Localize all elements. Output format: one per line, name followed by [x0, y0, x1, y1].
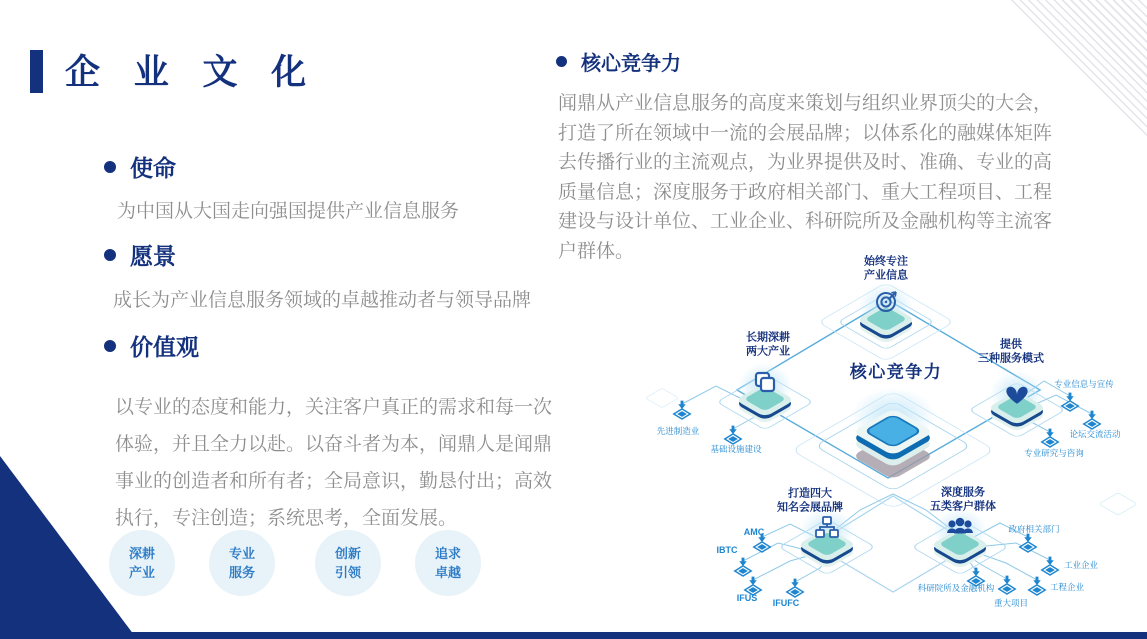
leaf-label-info-publicity: 专业信息与宣传	[1054, 379, 1114, 389]
bullet-dot-icon	[104, 249, 116, 261]
center-stack	[851, 388, 935, 480]
leaf-label-forum-exchange: 论坛交流活动	[1069, 429, 1121, 439]
value-badge-pursue-excellence: 追求 卓越	[415, 530, 481, 596]
node-label-right: 提供 三种服务模式	[978, 338, 1044, 364]
bullet-dot-icon	[104, 340, 116, 352]
value-badge-professional-service: 专业 服务	[209, 530, 275, 596]
leaf-label-research-finance: 科研院所及金融机构	[917, 583, 995, 593]
leaf-label-infrastructure: 基础设施建设	[710, 444, 762, 454]
leaf-label-advanced-manufacturing: 先进制造业	[656, 426, 700, 436]
leaf-label-government: 政府相关部门	[1008, 524, 1060, 534]
value-badge-innovation-lead: 创新 引领	[315, 530, 381, 596]
values-heading: 价值观	[104, 329, 199, 362]
vision-heading: 愿景	[104, 238, 176, 271]
leaf-label-industrial-enterprise: 工业企业	[1063, 560, 1099, 570]
leaf-label-engineering-enterprise: 工程企业	[1049, 582, 1085, 592]
diagram-center-label: 核心竞争力	[849, 362, 943, 382]
leaf-label-ifufc: IFUFC	[772, 598, 800, 608]
bullet-dot-icon	[556, 56, 567, 67]
leaf-label-amc: AMC	[743, 527, 765, 537]
mission-body: 为中国从大国走向强国提供产业信息服务	[117, 201, 460, 222]
leaf-label-ifus: IFUS	[736, 593, 758, 603]
page-title: 企 业 文 化	[65, 53, 319, 92]
bullet-dot-icon	[104, 161, 116, 173]
mission-heading: 使命	[104, 150, 176, 183]
node-label-top: 始终专注 产业信息	[864, 255, 908, 281]
core-competitiveness-diagram	[620, 248, 1147, 639]
node-label-left: 长期深耕 两大产业	[746, 331, 790, 357]
title-accent-bar	[30, 50, 43, 93]
vision-body: 成长为产业信息服务领域的卓越推动者与领导品牌	[113, 290, 532, 311]
value-badge-deep-industry: 深耕 产业	[109, 530, 175, 596]
core-competitiveness-heading: 核心竞争力	[556, 47, 681, 76]
core-competitiveness-body: 闻鼎从产业信息服务的高度来策划与组织业界顶尖的大会，打造了所在领域中一流的会展品牌；以体系化的融媒体矩阵去传播行业的主流观点，为业界提供及时、准确、专业的高质量信息；深度服务于政府相关部门、重大工程项目、工程建设与设计单位、工业企业、科研院所及金融机构等主流客户群体。	[558, 93, 1053, 262]
leaf-label-major-projects: 重大项目	[993, 598, 1029, 608]
node-label-bottom-left: 打造四大 知名会展品牌	[777, 487, 843, 513]
leaf-label-ibtc: IBTC	[716, 545, 738, 555]
values-body: 以专业的态度和能力，关注客户真正的需求和每一次体验，并且全力以赴。以奋斗者为本，闻鼎人是闻鼎事业的创造者和所有者；全局意识，勤恳付出；高效执行，专注创造；系统思考，全面发展。	[115, 397, 553, 529]
node-label-bottom-right: 深度服务 五类客户群体	[930, 486, 996, 512]
leaf-label-research-consulting: 专业研究与咨询	[1024, 448, 1084, 458]
